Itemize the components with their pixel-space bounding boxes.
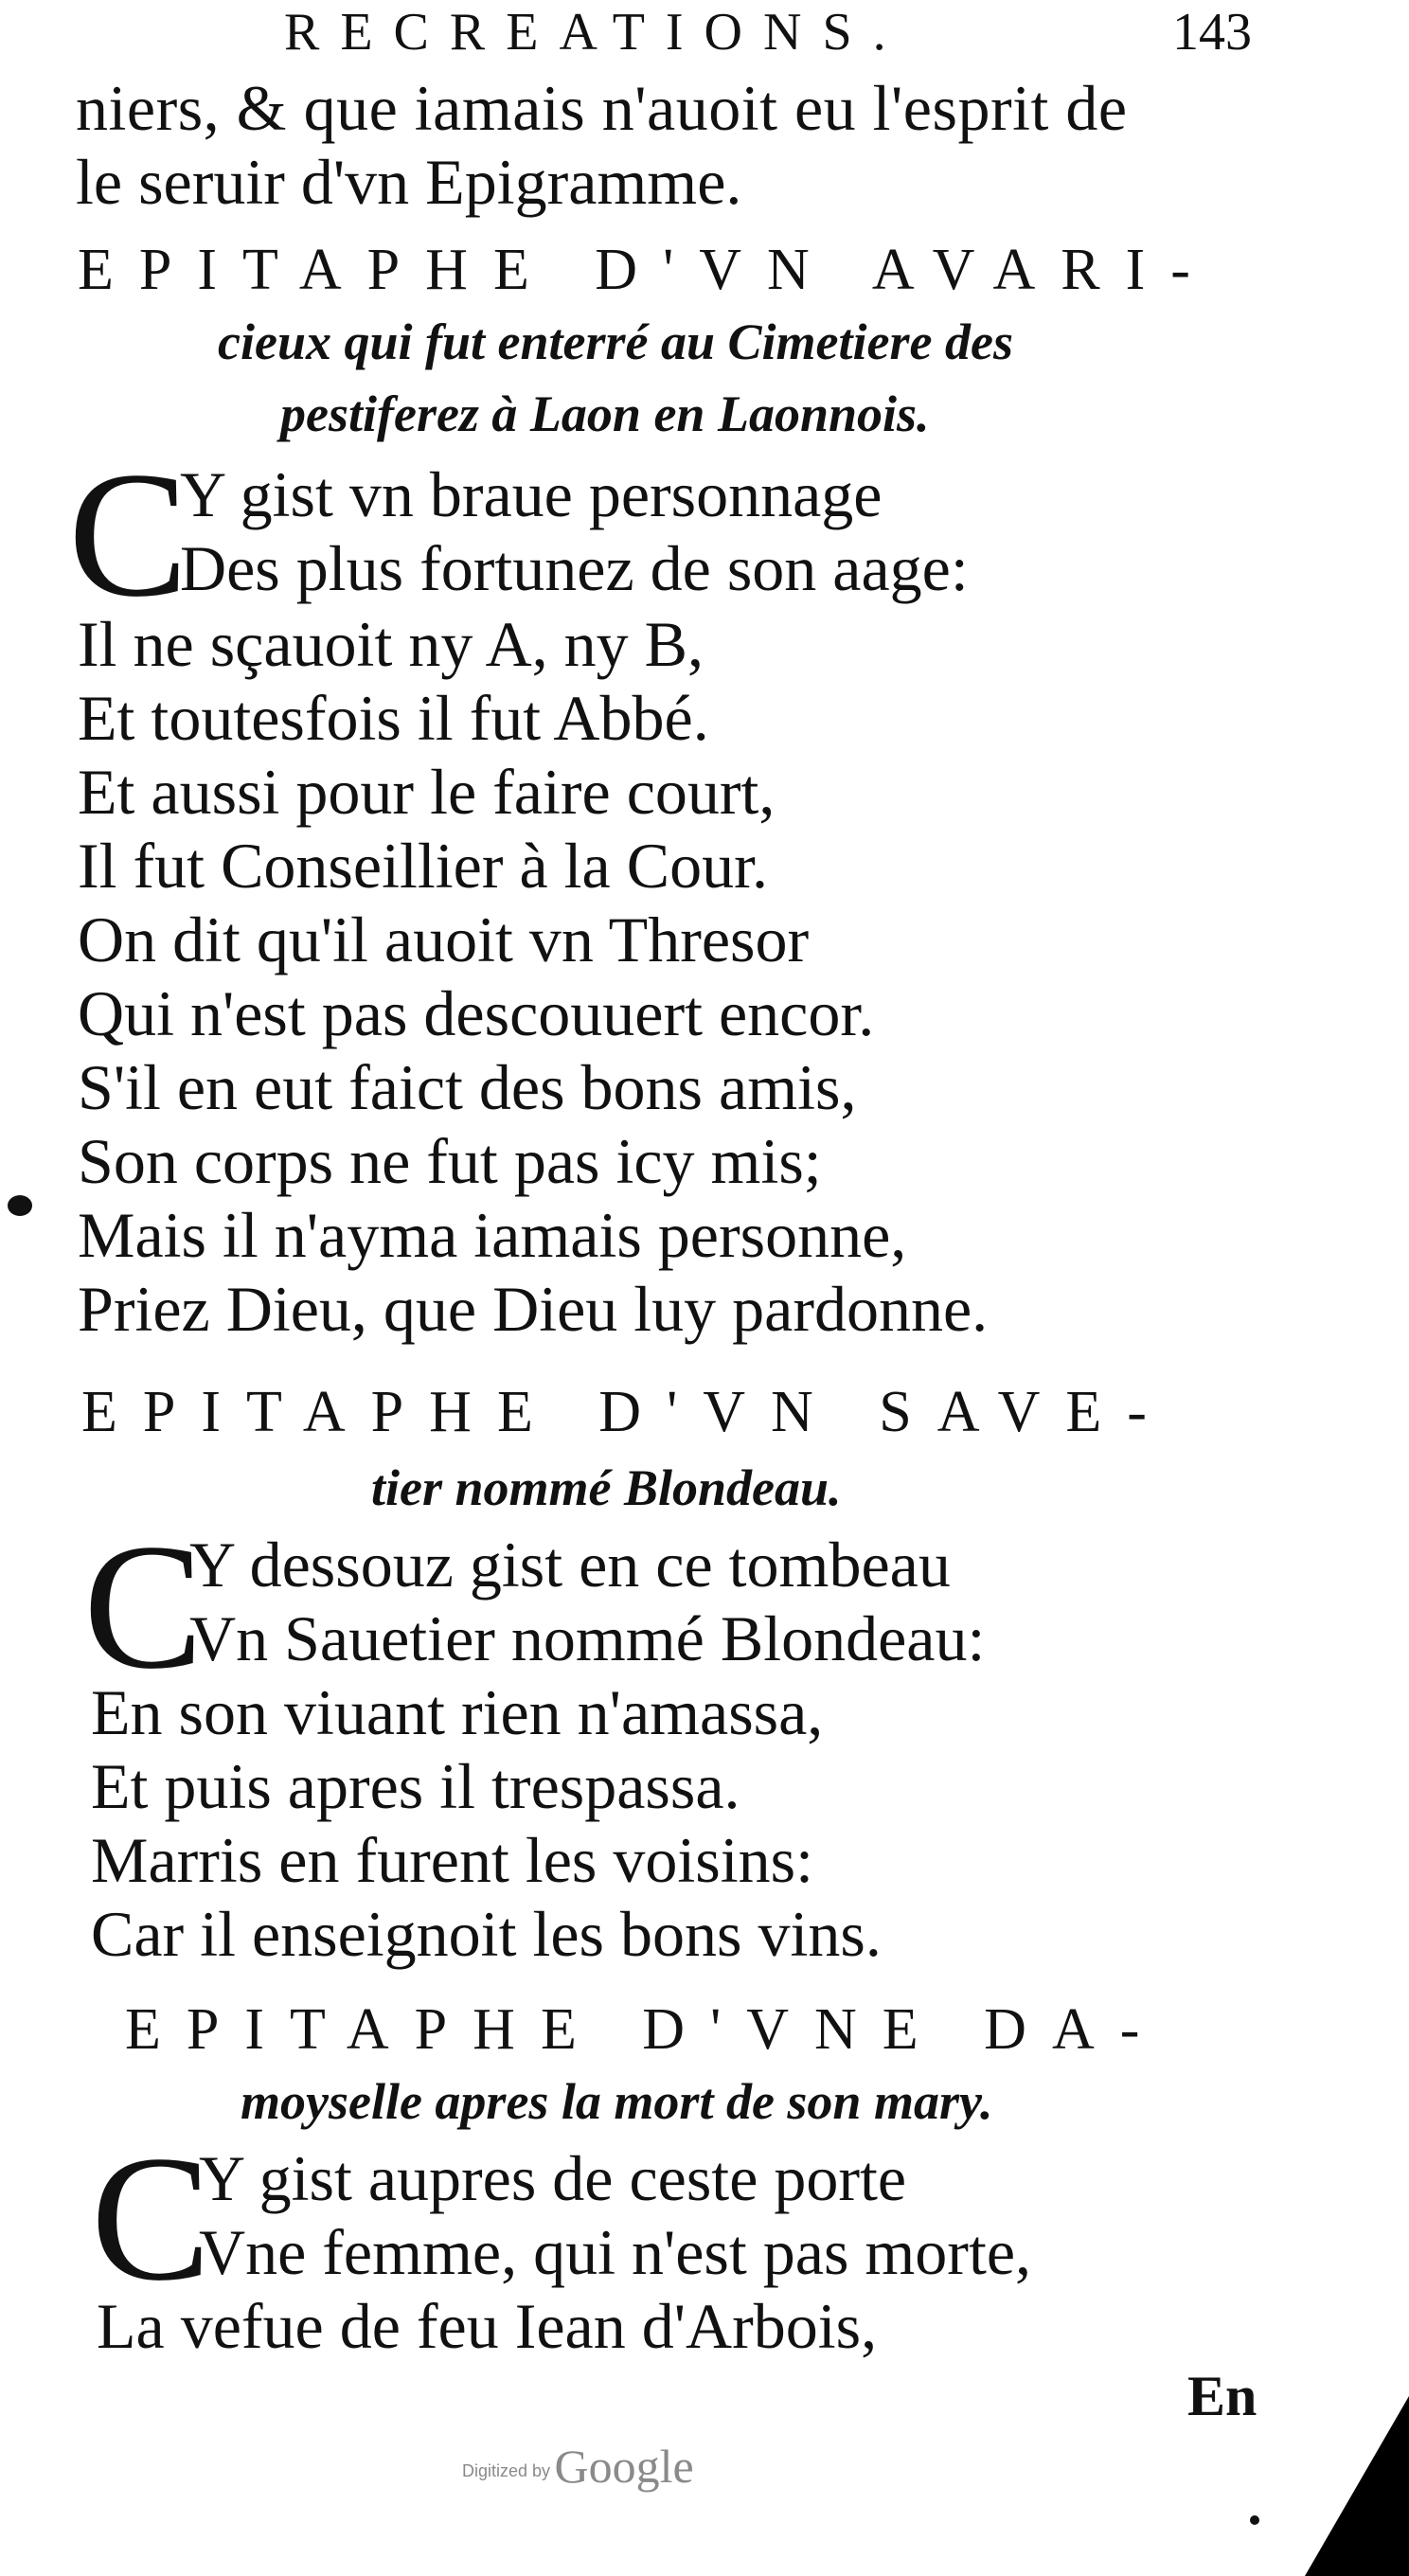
verse-line: Et toutesfois il fut Abbé. — [78, 682, 709, 754]
verse-line: En son viuant rien n'amassa, — [91, 1676, 824, 1748]
verse-line: Y gist vn braue personnage — [180, 458, 883, 530]
verse-line: Des plus fortunez de son aage: — [180, 532, 969, 604]
verse-line: S'il en eut faict des bons amis, — [78, 1051, 857, 1123]
catchword: En — [1187, 2365, 1257, 2427]
verse-line: Son corps ne fut pas icy mis; — [78, 1125, 822, 1197]
drop-capital: C — [83, 1508, 204, 1707]
verse-line: Et aussi pour le faire court, — [78, 756, 776, 828]
running-head: RECREATIONS. — [284, 3, 907, 62]
page-number: 143 — [1172, 3, 1252, 62]
verse-line: Y dessouz gist en ce tombeau — [189, 1529, 951, 1601]
drop-capital: C — [91, 2120, 211, 2318]
ink-speck — [1250, 2515, 1259, 2525]
page-header — [0, 3, 1409, 63]
watermark-prefix: Digitized by — [462, 2461, 551, 2480]
epitaph-subheading: cieux qui fut enterré au Cimetiere des — [218, 313, 1013, 370]
epitaph-subheading: pestiferez à Laon en Laonnois. — [280, 385, 930, 442]
verse-line: Marris en furent les voisins: — [91, 1824, 813, 1896]
verse-line: Priez Dieu, que Dieu luy pardonne. — [78, 1273, 989, 1345]
page-edge-shadow — [1305, 2396, 1409, 2576]
verse-line: Il ne sçauoit ny A, ny B, — [78, 608, 704, 680]
continuation-line: niers, & que iamais n'auoit eu l'esprit de — [76, 72, 1128, 144]
drop-capital: C — [68, 436, 188, 635]
verse-line: Vne femme, qui n'est pas morte, — [199, 2216, 1032, 2288]
verse-line: Vn Sauetier nommé Blondeau: — [189, 1602, 986, 1674]
verse-line: Il fut Conseillier à la Cour. — [78, 830, 768, 902]
verse-line: Qui n'est pas descouuert encor. — [78, 977, 875, 1049]
verse-line: Mais il n'ayma iamais personne, — [78, 1199, 907, 1271]
epitaph-subheading: tier nommé Blondeau. — [371, 1459, 842, 1516]
ink-blot — [8, 1195, 32, 1216]
epitaph-heading: EPITAPHE D'VNE DA- — [125, 1997, 1166, 2062]
verse-line: On dit qu'il auoit vn Thresor — [78, 903, 810, 975]
verse-line: La vefue de feu Iean d'Arbois, — [97, 2290, 878, 2362]
epitaph-heading: EPITAPHE D'VN SAVE- — [81, 1380, 1172, 1444]
verse-line: Y gist aupres de ceste porte — [199, 2142, 907, 2214]
continuation-line: le seruir d'vn Epigramme. — [76, 146, 742, 218]
epitaph-subheading: moyselle apres la mort de son mary. — [241, 2073, 993, 2130]
epitaph-heading: EPITAPHE D'VN AVARI- — [78, 238, 1216, 302]
verse-line: Car il enseignoit les bons vins. — [91, 1898, 882, 1970]
verse-line: Et puis apres il trespassa. — [91, 1750, 740, 1822]
digitization-watermark — [462, 2439, 694, 2494]
watermark-brand: Google — [554, 2440, 694, 2493]
